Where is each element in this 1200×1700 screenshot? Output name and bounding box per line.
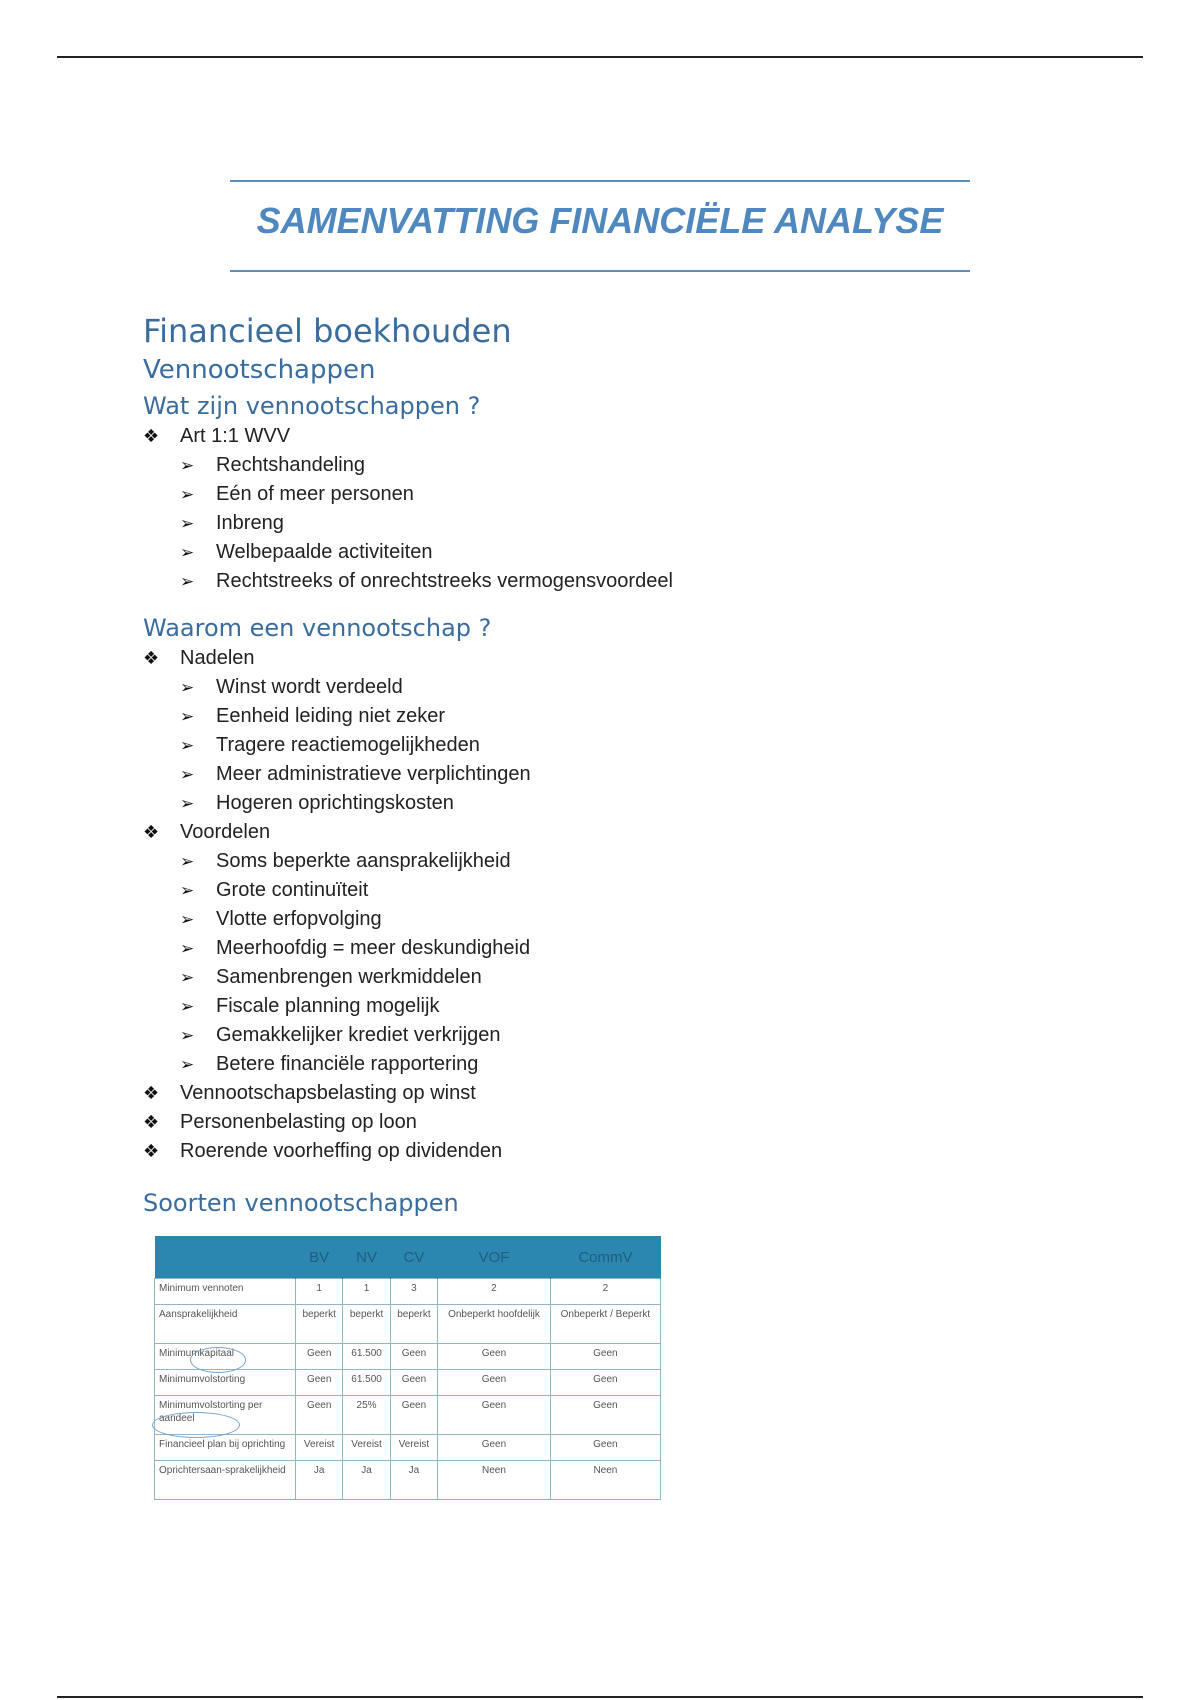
- list-item-text: Eenheid leiding niet zeker: [216, 705, 446, 727]
- arrow-bullet-icon: ➢: [180, 852, 195, 871]
- table-cell: Vereist: [296, 1435, 343, 1461]
- arrow-bullet-icon: ➢: [180, 910, 195, 929]
- list-item-text: Vennootschapsbelasting op winst: [180, 1082, 476, 1104]
- list-item: [143, 644, 531, 673]
- list-item: [143, 876, 531, 905]
- handdrawn-circle-financieel-plan: [152, 1412, 240, 1438]
- diamond-bullet-icon: ❖: [143, 1141, 160, 1161]
- table-row-label: Minimumvolstorting per aandeel: [155, 1396, 296, 1435]
- list-item-text: Personenbelasting op loon: [180, 1111, 417, 1133]
- table-header-cell: [155, 1236, 296, 1279]
- list-item-text: Hogeren oprichtingskosten: [216, 792, 454, 814]
- table-row: [155, 1279, 661, 1305]
- table-cell: 2: [438, 1279, 551, 1305]
- arrow-bullet-icon: ➢: [180, 707, 195, 726]
- table-header-cell: BV: [296, 1236, 343, 1279]
- list-item-text: Samenbrengen werkmiddelen: [216, 966, 482, 988]
- table-cell: Geen: [438, 1344, 551, 1370]
- table-cell: Geen: [296, 1396, 343, 1435]
- list-item-text: Winst wordt verdeeld: [216, 676, 403, 698]
- list-item: [143, 1137, 531, 1166]
- table-cell: Ja: [296, 1461, 343, 1500]
- list-item: [143, 905, 531, 934]
- table-cell: 2: [550, 1279, 660, 1305]
- arrow-bullet-icon: ➢: [180, 678, 195, 697]
- table-cell: Vereist: [343, 1435, 390, 1461]
- table-cell: Geen: [438, 1435, 551, 1461]
- list-item: [143, 731, 531, 760]
- list-item: [143, 451, 673, 480]
- list-item-text: Meerhoofdig = meer deskundigheid: [216, 937, 531, 959]
- table-row-label: Minimum vennoten: [155, 1279, 296, 1305]
- table-row-label: Oprichtersaan-sprakelijkheid: [155, 1461, 296, 1500]
- arrow-bullet-icon: ➢: [180, 794, 195, 813]
- table-header-cell: VOF: [438, 1236, 551, 1279]
- arrow-bullet-icon: ➢: [180, 997, 195, 1016]
- table-cell: Ja: [390, 1461, 437, 1500]
- list-item: [143, 567, 673, 596]
- table-cell: beperkt: [296, 1305, 343, 1344]
- list-item-text: Roerende voorheffing op dividenden: [180, 1140, 503, 1162]
- list-item: [143, 1108, 531, 1137]
- page-bottom-rule: [57, 1696, 1143, 1698]
- list-item: [143, 789, 531, 818]
- heading-waarom-een-vennootschap: Waarom een vennootschap ?: [143, 614, 492, 642]
- document-title: SAMENVATTING FINANCIËLE ANALYSE: [256, 200, 944, 241]
- table-cell: Geen: [550, 1435, 660, 1461]
- table-row: [155, 1461, 661, 1500]
- table-row-label: Minimumkapitaal: [155, 1344, 296, 1370]
- diamond-bullet-icon: ❖: [143, 648, 160, 668]
- diamond-bullet-icon: ❖: [143, 822, 160, 842]
- list-item: [143, 702, 531, 731]
- list-item-text: Tragere reactiemogelijkheden: [216, 734, 480, 756]
- table-header-row: [155, 1236, 661, 1279]
- list-item-text: Eén of meer personen: [216, 483, 414, 505]
- handdrawn-circle-minimumkapitaal: [190, 1347, 246, 1373]
- arrow-bullet-icon: ➢: [180, 765, 195, 784]
- table-cell: Geen: [438, 1370, 551, 1396]
- list-item-text: Rechtshandeling: [216, 454, 365, 476]
- list-item-text: Nadelen: [180, 647, 255, 669]
- list-item: [143, 422, 673, 451]
- arrow-bullet-icon: ➢: [180, 1026, 195, 1045]
- list-item-text: Inbreng: [216, 512, 284, 534]
- list-item-text: Rechtstreeks of onrechtstreeks vermogensvoordeel: [216, 570, 673, 592]
- table-cell: 25%: [343, 1396, 390, 1435]
- table-cell: Geen: [296, 1370, 343, 1396]
- table-header-cell: CommV: [550, 1236, 660, 1279]
- table-cell: Geen: [438, 1396, 551, 1435]
- table-cell: Onbeperkt hoofdelijk: [438, 1305, 551, 1344]
- table-row-label: Aansprakelijkheid: [155, 1305, 296, 1344]
- table-header-cell: NV: [343, 1236, 390, 1279]
- diamond-bullet-icon: ❖: [143, 1112, 160, 1132]
- table-cell: Vereist: [390, 1435, 437, 1461]
- table-cell: 61.500: [343, 1370, 390, 1396]
- list-item-text: Meer administratieve verplichtingen: [216, 763, 531, 785]
- table-cell: 3: [390, 1279, 437, 1305]
- table-cell: Neen: [550, 1461, 660, 1500]
- table-cell: 1: [296, 1279, 343, 1305]
- table-cell: 1: [343, 1279, 390, 1305]
- page-top-rule: [57, 56, 1143, 58]
- table-cell: Geen: [390, 1396, 437, 1435]
- table-cell: Neen: [438, 1461, 551, 1500]
- table-cell: 61.500: [343, 1344, 390, 1370]
- list-item-text: Vlotte erfopvolging: [216, 908, 382, 930]
- table-row: [155, 1370, 661, 1396]
- arrow-bullet-icon: ➢: [180, 968, 195, 987]
- heading-wat-zijn-vennootschappen: Wat zijn vennootschappen ?: [143, 392, 481, 420]
- table-row: [155, 1435, 661, 1461]
- list-item-text: Fiscale planning mogelijk: [216, 995, 440, 1017]
- list-item-text: Gemakkelijker krediet verkrijgen: [216, 1024, 501, 1046]
- list-item: [143, 509, 673, 538]
- company-types-table-image: [154, 1236, 661, 1500]
- table-row: [155, 1305, 661, 1344]
- arrow-bullet-icon: ➢: [180, 1055, 195, 1074]
- list-item-text: Art 1:1 WVV: [180, 425, 291, 447]
- arrow-bullet-icon: ➢: [180, 543, 195, 562]
- arrow-bullet-icon: ➢: [180, 456, 195, 475]
- table-cell: beperkt: [390, 1305, 437, 1344]
- table-cell: Geen: [550, 1396, 660, 1435]
- table-cell: Geen: [296, 1344, 343, 1370]
- list-item-text: Betere financiële rapportering: [216, 1053, 479, 1075]
- list-item: [143, 760, 531, 789]
- table-row-label: Financieel plan bij oprichting: [155, 1435, 296, 1461]
- arrow-bullet-icon: ➢: [180, 736, 195, 755]
- bullet-list-pros-cons: [143, 644, 531, 1166]
- list-item: [143, 673, 531, 702]
- table-cell: Geen: [390, 1344, 437, 1370]
- list-item-text: Voordelen: [180, 821, 271, 843]
- heading-vennootschappen: Vennootschappen: [143, 355, 376, 385]
- list-item: [143, 480, 673, 509]
- list-item: [143, 847, 531, 876]
- list-item: [143, 538, 673, 567]
- bullet-list-definition: [143, 422, 673, 596]
- diamond-bullet-icon: ❖: [143, 426, 160, 446]
- heading-financieel-boekhouden: Financieel boekhouden: [143, 312, 512, 350]
- list-item: [143, 992, 531, 1021]
- table-cell: Onbeperkt / Beperkt: [550, 1305, 660, 1344]
- title-rule-top: [230, 180, 970, 182]
- list-item: [143, 1079, 531, 1108]
- table-cell: Geen: [550, 1370, 660, 1396]
- table-header-cell: CV: [390, 1236, 437, 1279]
- arrow-bullet-icon: ➢: [180, 572, 195, 591]
- list-item: [143, 1021, 531, 1050]
- list-item: [143, 963, 531, 992]
- table-row-label: Minimumvolstorting: [155, 1370, 296, 1396]
- list-item: [143, 818, 531, 847]
- table-cell: Ja: [343, 1461, 390, 1500]
- table-cell: Geen: [390, 1370, 437, 1396]
- arrow-bullet-icon: ➢: [180, 939, 195, 958]
- arrow-bullet-icon: ➢: [180, 881, 195, 900]
- list-item-text: Soms beperkte aansprakelijkheid: [216, 850, 511, 872]
- table-cell: beperkt: [343, 1305, 390, 1344]
- arrow-bullet-icon: ➢: [180, 514, 195, 533]
- arrow-bullet-icon: ➢: [180, 485, 195, 504]
- list-item-text: Welbepaalde activiteiten: [216, 541, 433, 563]
- table-body: [155, 1279, 661, 1500]
- table-cell: Geen: [550, 1344, 660, 1370]
- list-item: [143, 934, 531, 963]
- title-rule-bottom: [230, 270, 970, 272]
- diamond-bullet-icon: ❖: [143, 1083, 160, 1103]
- list-item-text: Grote continuïteit: [216, 879, 369, 901]
- list-item: [143, 1050, 531, 1079]
- heading-soorten-vennootschappen: Soorten vennootschappen: [143, 1189, 459, 1217]
